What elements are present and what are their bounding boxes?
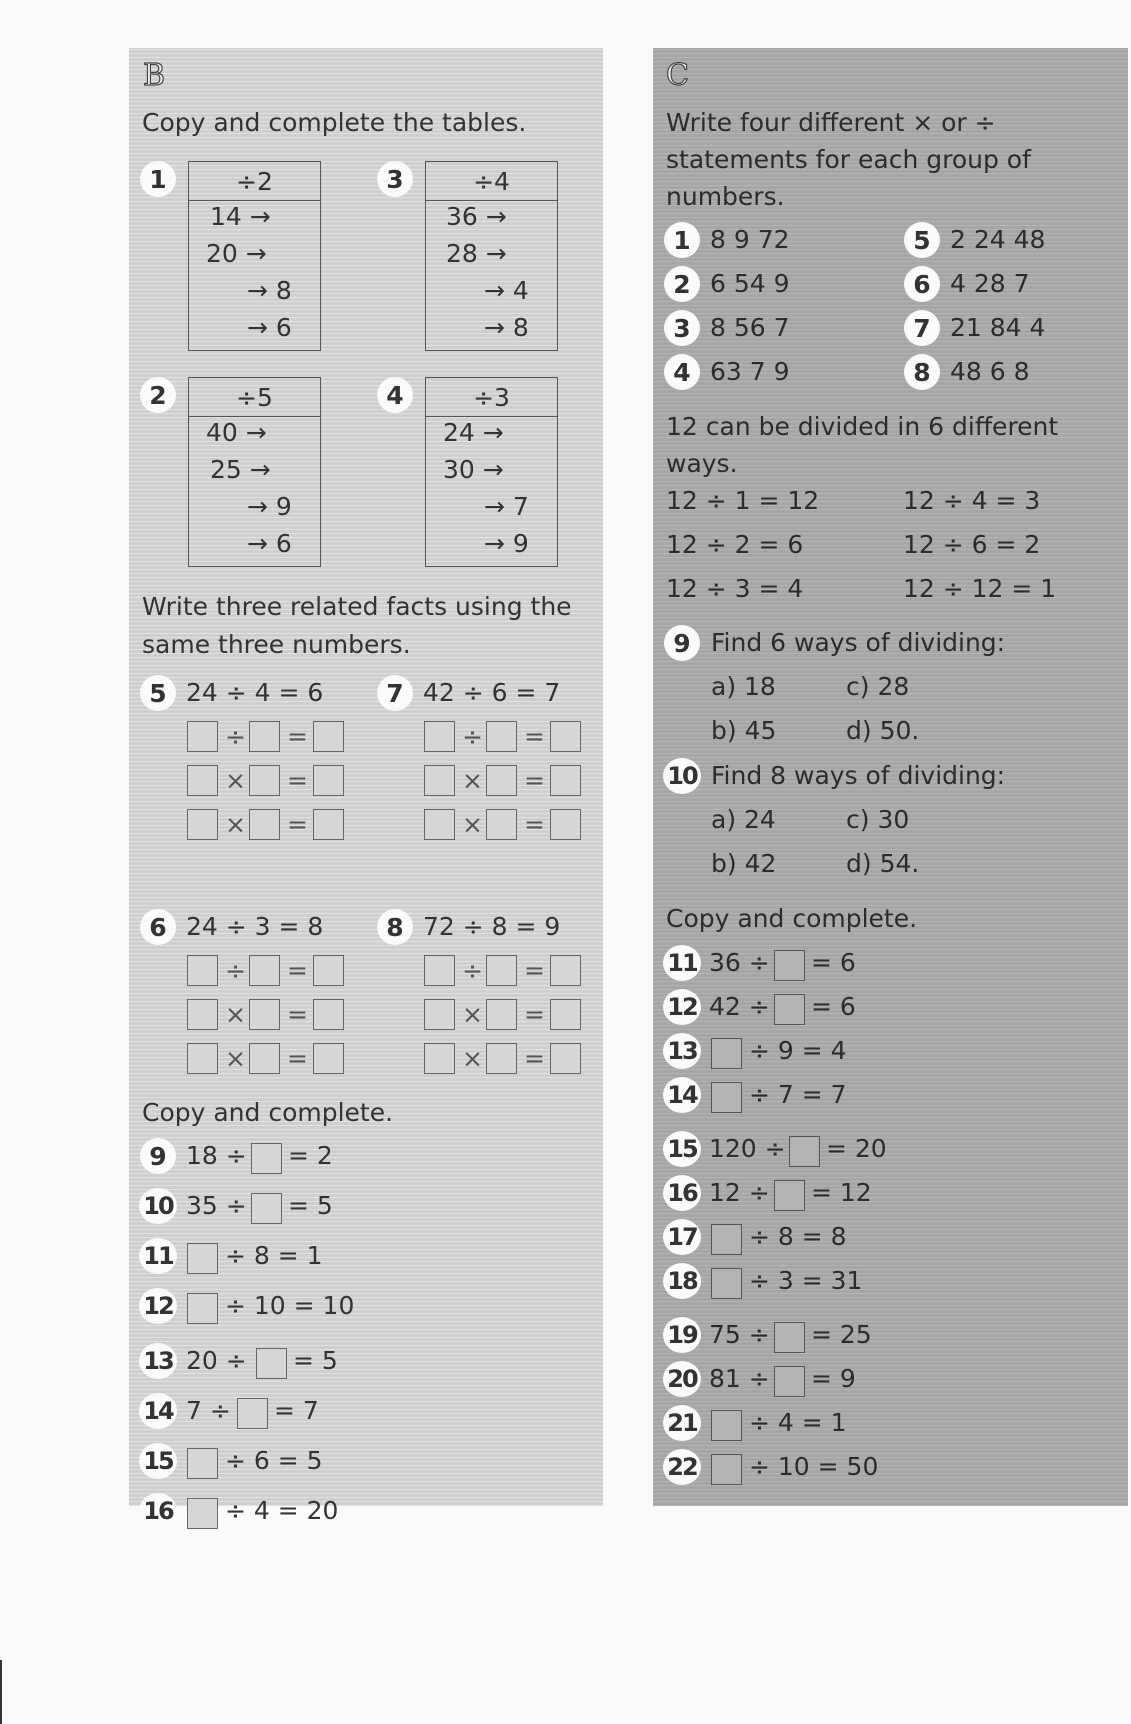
table-header: ÷3 [426, 378, 557, 417]
section-c-instruction-line: numbers. [666, 182, 785, 211]
equation-pre: 7 ÷ [186, 1396, 231, 1425]
table-row: 40 → [206, 418, 267, 447]
table-row: 30 → [443, 455, 504, 484]
answer-box [187, 1043, 218, 1074]
number-group: 21 84 4 [950, 313, 1046, 342]
answer-box [550, 955, 581, 986]
answer-box [249, 955, 280, 986]
fact-equation: 42 ÷ 6 = 7 [423, 678, 561, 707]
answer-box [187, 1293, 218, 1324]
answer-box [187, 721, 218, 752]
table-header: ÷2 [189, 162, 320, 201]
division-table-3 [425, 161, 558, 351]
operator-symbol: × [225, 1044, 246, 1073]
answer-box [249, 999, 280, 1030]
table-row: → 4 [484, 276, 529, 305]
question-number: 14 [139, 1393, 177, 1429]
answer-box [789, 1136, 820, 1167]
example-equation: 12 ÷ 2 = 6 [666, 530, 804, 559]
answer-box [424, 1043, 455, 1074]
example-text-line-2: ways. [666, 449, 738, 478]
question-number: 5 [904, 222, 940, 258]
equation-post: ÷ 9 = 4 [749, 1036, 847, 1065]
number-group: 2 24 48 [950, 225, 1046, 254]
equation-post: ÷ 6 = 5 [225, 1446, 323, 1475]
answer-box [187, 955, 218, 986]
answer-box [711, 1410, 742, 1441]
question-number: 13 [139, 1343, 177, 1379]
question-number: 22 [663, 1449, 701, 1485]
operator-symbol: = [524, 810, 545, 839]
question-number: 12 [139, 1288, 177, 1324]
facts-instruction-line-1: Write three related facts using the [142, 592, 572, 621]
answer-box [187, 809, 218, 840]
operator-symbol: = [287, 722, 308, 751]
number-group: 8 9 72 [710, 225, 790, 254]
question-text: Find 8 ways of dividing: [711, 761, 1006, 790]
question-number: 6 [904, 266, 940, 302]
table-row: 36 → [446, 202, 507, 231]
answer-box [486, 955, 517, 986]
fact-equation: 24 ÷ 3 = 8 [186, 912, 324, 941]
answer-box [711, 1038, 742, 1069]
answer-box [313, 999, 344, 1030]
question-number: 14 [663, 1077, 701, 1113]
equation-pre: 120 ÷ [709, 1134, 786, 1163]
equation-pre: 36 ÷ [709, 948, 770, 977]
question-number: 9 [664, 625, 700, 661]
operator-symbol: ÷ [462, 722, 483, 751]
number-group: 63 7 9 [710, 357, 790, 386]
operator-symbol: = [524, 766, 545, 795]
operator-symbol: ÷ [225, 722, 246, 751]
division-table-4 [425, 377, 558, 567]
answer-box [187, 765, 218, 796]
question-number: 9 [140, 1138, 176, 1174]
answer-box [187, 1498, 218, 1529]
question-number: 7 [377, 675, 413, 711]
table-row: → 7 [484, 492, 529, 521]
section-c-instruction-line: Write four different × or ÷ [666, 108, 996, 137]
question-part: c) 28 [846, 672, 910, 701]
equation-pre: 20 ÷ [186, 1346, 247, 1375]
equation-post: = 9 [811, 1364, 856, 1393]
facts-instruction-line-2: same three numbers. [142, 630, 411, 659]
question-part: d) 54. [846, 849, 920, 878]
answer-box [550, 999, 581, 1030]
answer-box [313, 955, 344, 986]
number-group: 48 6 8 [950, 357, 1030, 386]
question-number: 4 [664, 354, 700, 390]
operator-symbol: = [287, 766, 308, 795]
table-row: → 8 [484, 313, 529, 342]
section-b-instruction: Copy and complete the tables. [142, 108, 527, 137]
answer-box [711, 1454, 742, 1485]
table-header: ÷4 [426, 162, 557, 201]
answer-box [313, 809, 344, 840]
operator-symbol: = [287, 810, 308, 839]
question-number: 7 [904, 310, 940, 346]
answer-box [774, 1366, 805, 1397]
question-number: 17 [663, 1219, 701, 1255]
answer-box [486, 1043, 517, 1074]
table-row: → 6 [247, 529, 292, 558]
equation-post: ÷ 10 = 10 [225, 1291, 355, 1320]
equation-post: = 5 [288, 1191, 333, 1220]
equation-pre: 75 ÷ [709, 1320, 770, 1349]
question-number: 13 [663, 1033, 701, 1069]
table-row: → 8 [247, 276, 292, 305]
operator-symbol: = [524, 1000, 545, 1029]
equation-post: ÷ 8 = 8 [749, 1222, 847, 1251]
fact-equation: 24 ÷ 4 = 6 [186, 678, 324, 707]
equation-post: = 25 [811, 1320, 872, 1349]
question-number: 4 [377, 377, 413, 413]
operator-symbol: × [225, 766, 246, 795]
operator-symbol: ÷ [462, 956, 483, 985]
answer-box [249, 809, 280, 840]
example-equation: 12 ÷ 1 = 12 [666, 486, 820, 515]
answer-box [550, 1043, 581, 1074]
answer-box [486, 999, 517, 1030]
answer-box [774, 994, 805, 1025]
answer-box [313, 765, 344, 796]
table-row: 24 → [443, 418, 504, 447]
table-row: 20 → [206, 239, 267, 268]
question-number: 5 [140, 675, 176, 711]
number-group: 6 54 9 [710, 269, 790, 298]
answer-box [774, 950, 805, 981]
question-number: 2 [140, 377, 176, 413]
answer-box [550, 809, 581, 840]
equation-post: ÷ 10 = 50 [749, 1452, 879, 1481]
question-number: 15 [139, 1443, 177, 1479]
operator-symbol: = [287, 956, 308, 985]
answer-box [550, 765, 581, 796]
question-number: 12 [663, 989, 701, 1025]
answer-box [237, 1398, 268, 1429]
equation-post: = 2 [288, 1141, 333, 1170]
example-equation: 12 ÷ 6 = 2 [903, 530, 1041, 559]
answer-box [486, 809, 517, 840]
question-number: 3 [664, 310, 700, 346]
question-text: Find 6 ways of dividing: [711, 628, 1006, 657]
table-row: → 6 [247, 313, 292, 342]
division-table-1 [188, 161, 321, 351]
answer-box [256, 1348, 287, 1379]
equation-pre: 18 ÷ [186, 1141, 247, 1170]
answer-box [187, 999, 218, 1030]
question-part: b) 45 [711, 716, 777, 745]
number-group: 8 56 7 [710, 313, 790, 342]
answer-box [187, 1243, 218, 1274]
answer-box [424, 721, 455, 752]
equation-post: ÷ 4 = 20 [225, 1496, 339, 1525]
answer-box [711, 1082, 742, 1113]
answer-box [486, 721, 517, 752]
division-table-2 [188, 377, 321, 567]
operator-symbol: × [462, 766, 483, 795]
section-c-instruction-line: statements for each group of [666, 145, 1031, 174]
answer-box [251, 1193, 282, 1224]
question-part: b) 42 [711, 849, 777, 878]
answer-box [249, 1043, 280, 1074]
operator-symbol: = [287, 1000, 308, 1029]
equation-post: = 5 [293, 1346, 338, 1375]
section-c-panel [653, 48, 1128, 1506]
question-number: 19 [663, 1317, 701, 1353]
equation-post: = 6 [811, 992, 856, 1021]
question-part: d) 50. [846, 716, 920, 745]
equation-post: ÷ 4 = 1 [749, 1408, 847, 1437]
question-number: 21 [663, 1405, 701, 1441]
question-number: 6 [140, 909, 176, 945]
answer-box [187, 1448, 218, 1479]
equation-post: = 12 [811, 1178, 872, 1207]
example-equation: 12 ÷ 4 = 3 [903, 486, 1041, 515]
question-number: 18 [663, 1263, 701, 1299]
question-number: 1 [140, 161, 176, 197]
answer-box [774, 1322, 805, 1353]
table-row: → 9 [484, 529, 529, 558]
section-b-complete-instruction: Copy and complete. [142, 1098, 394, 1127]
question-number: 1 [664, 222, 700, 258]
table-header: ÷5 [189, 378, 320, 417]
operator-symbol: × [462, 1044, 483, 1073]
table-row: 25 → [210, 455, 271, 484]
question-part: c) 30 [846, 805, 910, 834]
equation-post: = 20 [826, 1134, 887, 1163]
equation-post: ÷ 7 = 7 [749, 1080, 847, 1109]
operator-symbol: × [462, 810, 483, 839]
section-c-letter: C [666, 58, 689, 93]
answer-box [424, 999, 455, 1030]
operator-symbol: = [524, 956, 545, 985]
operator-symbol: = [287, 1044, 308, 1073]
answer-box [711, 1224, 742, 1255]
answer-box [424, 809, 455, 840]
answer-box [249, 721, 280, 752]
answer-box [424, 765, 455, 796]
question-number: 3 [377, 161, 413, 197]
question-number: 8 [904, 354, 940, 390]
question-number: 2 [664, 266, 700, 302]
answer-box [711, 1268, 742, 1299]
operator-symbol: ÷ [225, 956, 246, 985]
table-row: 28 → [446, 239, 507, 268]
operator-symbol: = [524, 722, 545, 751]
section-b-letter: B [143, 58, 166, 93]
equation-pre: 81 ÷ [709, 1364, 770, 1393]
fact-equation: 72 ÷ 8 = 9 [423, 912, 561, 941]
question-part: a) 18 [711, 672, 776, 701]
answer-box [774, 1180, 805, 1211]
example-text-line-1: 12 can be divided in 6 different [666, 412, 1059, 441]
example-equation: 12 ÷ 3 = 4 [666, 574, 804, 603]
operator-symbol: × [462, 1000, 483, 1029]
answer-box [313, 1043, 344, 1074]
equation-post: = 6 [811, 948, 856, 977]
number-group: 4 28 7 [950, 269, 1030, 298]
section-b-panel [129, 48, 603, 1525]
operator-symbol: × [225, 1000, 246, 1029]
equation-post: ÷ 8 = 1 [225, 1241, 323, 1270]
operator-symbol: × [225, 810, 246, 839]
answer-box [313, 721, 344, 752]
answer-box [251, 1143, 282, 1174]
equation-post: ÷ 3 = 31 [749, 1266, 863, 1295]
question-number: 11 [139, 1238, 177, 1274]
section-c-complete-instruction: Copy and complete. [666, 904, 918, 933]
question-part: a) 24 [711, 805, 776, 834]
answer-box [486, 765, 517, 796]
answer-box [424, 955, 455, 986]
question-number: 20 [663, 1361, 701, 1397]
equation-pre: 12 ÷ [709, 1178, 770, 1207]
equation-pre: 35 ÷ [186, 1191, 247, 1220]
equation-pre: 42 ÷ [709, 992, 770, 1021]
question-number: 15 [663, 1131, 701, 1167]
page-edge-mark [0, 1660, 2, 1724]
question-number: 11 [663, 945, 701, 981]
equation-post: = 7 [274, 1396, 319, 1425]
table-row: → 9 [247, 492, 292, 521]
question-number: 16 [139, 1493, 177, 1529]
question-number: 10 [139, 1188, 177, 1224]
table-row: 14 → [210, 202, 271, 231]
answer-box [550, 721, 581, 752]
operator-symbol: = [524, 1044, 545, 1073]
question-number: 8 [377, 909, 413, 945]
question-number: 10 [663, 758, 701, 794]
answer-box [249, 765, 280, 796]
example-equation: 12 ÷ 12 = 1 [903, 574, 1057, 603]
question-number: 16 [663, 1175, 701, 1211]
